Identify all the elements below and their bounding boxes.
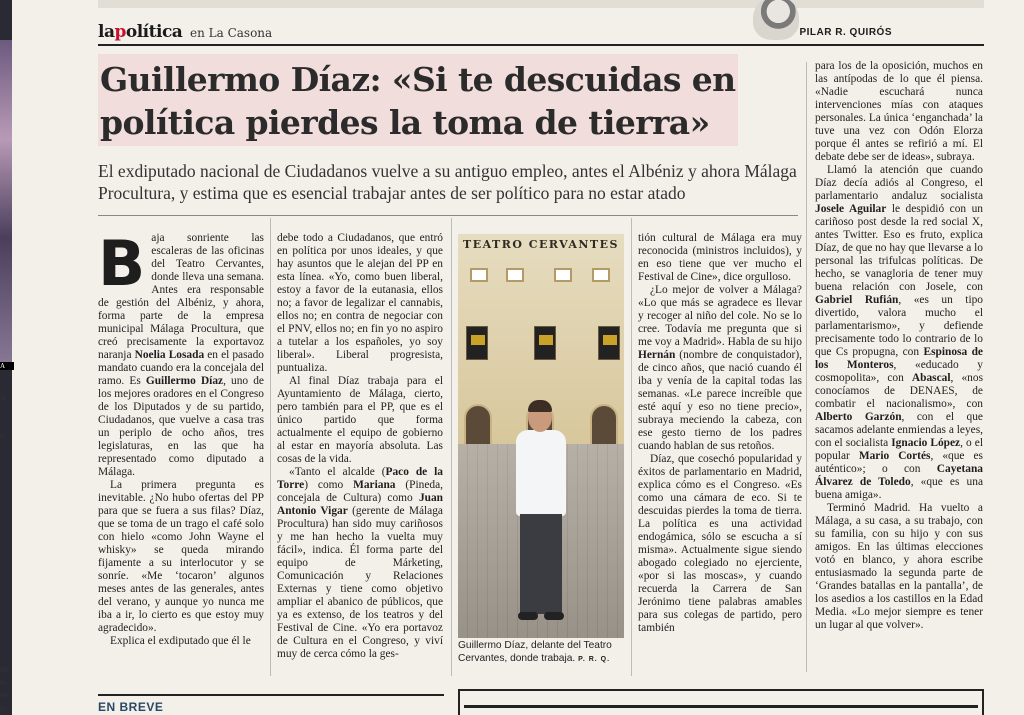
paragraph: ¿Lo mejor de volver a Málaga? «Lo que más se agradece es llevar y recoger al niño del cole. No se lo cree. Todavía me pregunta que si me voy a Madrid». Habla de su hijo Hernán (nombre de conquistador), de cinco años, que nació cuando él iba y venía de la capital todas las semanas. «Le parece increíble que esté aquí y eso no tiene precio», subraya meciendo la cabeza, con ese gesto tierno de los padres cuando hablan de sus retoños. [638,284,802,452]
author-byline: PILAR R. QUIRÓS [799,27,892,38]
poster [466,326,488,360]
poster [598,326,620,360]
article-column-3 [638,232,802,635]
column-divider [631,218,632,676]
paragraph: debe todo a Ciudadanos, que entró en política por unos ideales, y que hay asuntos que le alejan del PP en esta línea. «Yo, como buen liberal, estoy a favor de la eutanasia, ellos no; a favor de legalizar el cannabis, ellos no; en contra de negociar con el PNV, ellos no; en fin yo no aspiro a tutelar a los españoles, yo soy liberal». Liberal progresista, puntualiza. [277,232,443,374]
paragraph: para los de la oposición, muchos en las antípodas de lo que él piensa. «Nadie escuchará nunca intervenciones mías con ataques personales. La única ‘enganchada’ la tuve una vez con Odón Elorza porque él antes se refirió a mí. El debate debe ser de ideas», subraya. [815,60,983,163]
person-shirt [516,430,566,516]
paragraph: Terminó Madrid. Ha vuelto a Málaga, a su casa, a su trabajo, con su familia, con su hijo y con sus amigos. En las últimas elecciones votó en blanco, y ahora escribe entusiasmado la segunda parte de ‘Grandes batallas en la pantalla’, de los asedios a los castillos en la Edad Media. «Lo mejor siempre es tener un lugar al que volver». [815,502,983,631]
person-pants [520,514,562,614]
headline: Guillermo Díaz: «Si te descuidas en política pierdes la toma de tierra» [100,60,736,142]
dropcap: B [98,227,146,300]
window [554,268,572,282]
section-brand: lapolítica [98,22,183,42]
arch-door [590,404,618,448]
paragraph: tión cultural de Málaga era muy reconocida (ministros incluidos), y en eso tiene que ver mucho el Festival de Cine», dice orgulloso. [638,232,802,283]
person-hair [528,400,552,412]
paragraph: Al final Díaz trabaja para el Ayuntamiento de Málaga, cierto, pero también para el PP, que es el único partido que forma actualmente el equipo de gobierno al estar en mayoría absoluta. Las cosas de la vida. [277,375,443,465]
paragraph: La primera pregunta es inevitable. ¿No hubo ofertas del PP para que se fuera a sus filas? Díaz, que se toma de un trago el café solo con hielo «como John Wayne el whisky» se queda mirando fijamente a su interlocutor y se sonríe. «Me ‘tocaron’ algunos meses antes de las generales, antes del verano, y aunque yo nunca me iba a ir, lo cierto es que estoy muy agradecido». [98,479,264,634]
paragraph: «Tanto el alcalde (Paco de la Torre) como Mariana (Pineda, concejala de Cultura) como Juan Antonio Vigar (gerente de Málaga Procultura) han sido muy cariñosos y me han hecho la vuelta muy fácil», indica. Él forma parte del equipo de Márketing, Comunicación y Relaciones Externas y tiene como objetivo ampliar el abanico de públicos, que ya es extenso, de los teatros y del Festival de Cine. «Yo era portavoz de Cultura en el Congreso, y viví muy de cerca cómo la ges- [277,466,444,660]
edge-text: en [0,664,9,674]
article-column-2 [277,232,443,661]
edge-text: a- [0,703,7,713]
paragraph: Explica el exdiputado que él le [110,635,251,647]
edge-text: le [0,392,7,402]
window [506,268,524,282]
article-column-1 [98,227,264,648]
top-band [98,0,984,8]
paragraph: Díaz, que cosechó popularidad y éxitos de parlamentario en Madrid, explica cómo es el Congreso. «Es como una cámara de eco. Si te descuidas pierdes la toma de tierra. La política es una actividad endogámica, sólo se escucha a sí misma». Actualmente sigue siendo abogado colegiado no ejerciente, «por si las moscas», y cuando recuerda la Carrera de San Jerónimo tiene palabras amables para sus colegas de partido, pero también [638,453,802,634]
person-shoe [518,612,538,620]
article-photo [458,234,624,638]
page-header [98,22,984,46]
arch-door [464,404,492,448]
paragraph: Llamó la atención que cuando Díaz decía adiós al Congreso, el parlamentario andaluz socialista Josele Aguilar le despidió con un cariñoso post desde la red social X, antes Twitter. Eso es fruto, explica Díaz, de que no hay que llevarse a lo personal las trifulcas políticas. De hecho, se vanagloria de tener muy buena relación con Josele, con Gabriel Rufián, «es un tipo divertido, valora mucho el parlamentarismo», y defiende precisamente todo lo contrario de lo que Cs propugna, con Espinosa de los Monteros, «educado y cosmopolita», con Abascal, «nos conocíamos de DENAES, de combatir el nacionalismo», con Alberto Garzón, con el que sacamos adelante enmiendas a leyes, con el socialista Ignacio López, o el popular Mario Cortés, «que es auténtico»; o con Cayetana Álvarez de Toledo, «que es una buena amiga». [815,164,984,501]
divider [98,215,798,216]
edge-text: A [0,362,14,370]
photo-credit: P. R. Q. [578,655,611,663]
window [592,268,610,282]
subheadline: El exdiputado nacional de Ciudadanos vuelve a su antiguo empleo, antes el Albéniz y ahora Málaga Procultura, y estima que es esencial trabajar antes de ser político para no estar atado [98,161,797,203]
article-column-4 [815,60,983,632]
edge-text: de [0,690,9,700]
photo-caption: Guillermo Díaz, delante del Teatro Cervantes, donde trabaja. P. R. Q. [458,640,612,664]
footer-box-inner [464,705,978,715]
column-divider [451,218,452,676]
column-divider [806,62,807,672]
window [470,268,488,282]
theatre-sign: TEATRO CERVANTES [463,238,619,251]
adjacent-page-photo [0,40,12,370]
edge-text: o. [0,430,7,440]
person-shoe [544,612,564,620]
column-divider [270,218,271,676]
edge-text: e- [0,677,7,687]
brief-section-title: EN BREVE [98,700,164,714]
poster [534,326,556,360]
section-subtitle: en La Casona [190,26,273,40]
paragraph: Baja sonriente las escaleras de las oficinas del Teatro Cervantes, donde lleva una semana. Antes era responsable de gestión del Albéniz, y ahora, forma parte de la empresa municipal Málaga Procultura, que creó precisamente la exportavoz naranja Noelia Losada en el pasado mandato cuando era la concejala del ramo. Es Guillermo Díaz, uno de los mejores oradores en el Congreso de los Diputados y de su partido, Ciudadanos, que vuelve a casa tras un periplo de ocho años, tres legislaturas, en las que ha representado como diputado a Málaga. [98,227,264,478]
author-photo [753,0,799,40]
footer-rule [98,694,444,696]
